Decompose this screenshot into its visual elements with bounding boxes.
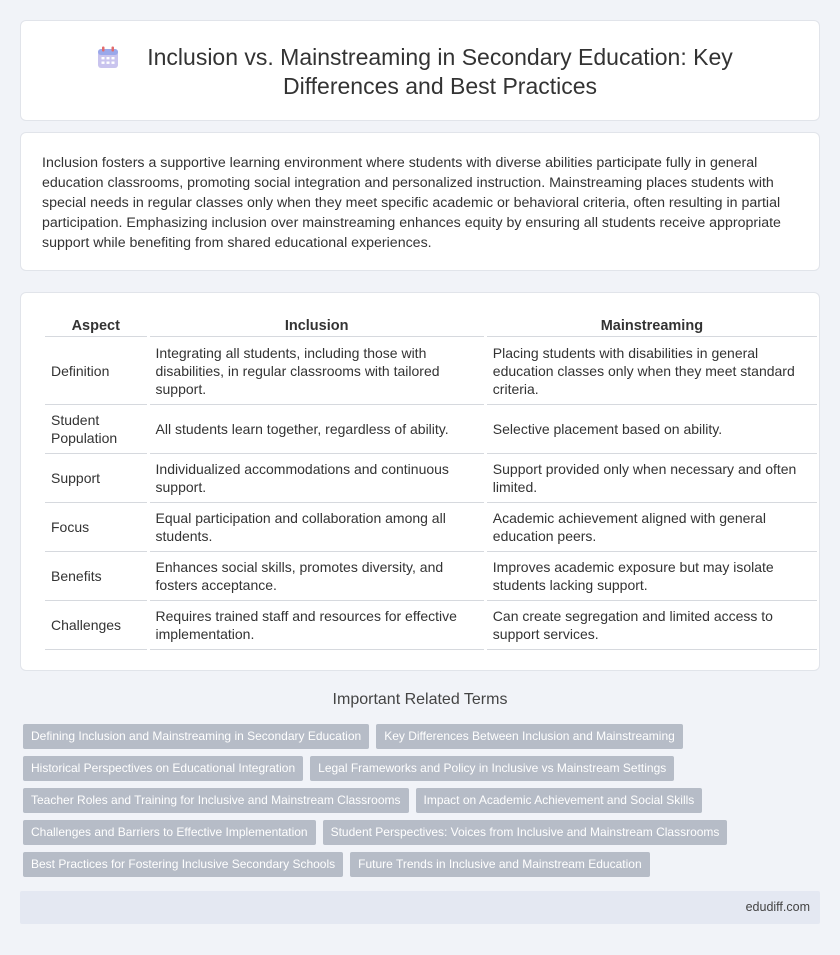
inclusion-cell: Enhances social skills, promotes diversity, and fosters acceptance. [150,552,484,601]
page-title: Inclusion vs. Mainstreaming in Secondary Education: Key Differences and Best Practices [147,44,733,99]
inclusion-cell: All students learn together, regardless of ability. [150,405,484,454]
table-row [45,405,817,454]
header-inclusion: Inclusion [150,315,484,337]
mainstreaming-cell: Placing students with disabilities in general education classes only when they meet standard criteria. [487,337,817,405]
inclusion-cell: Individualized accommodations and continuous support. [150,454,484,503]
related-term-tag[interactable]: Student Perspectives: Voices from Inclusive and Mainstream Classrooms [323,820,728,845]
related-term-tag[interactable]: Legal Frameworks and Policy in Inclusive vs Mainstream Settings [310,756,674,781]
aspect-cell: Challenges [45,601,147,650]
related-terms-heading: Important Related Terms [332,691,508,708]
table-row [45,552,817,601]
comparison-table [42,315,820,650]
related-term-tag[interactable]: Challenges and Barriers to Effective Implementation [23,820,316,845]
related-term-tag[interactable]: Key Differences Between Inclusion and Mainstreaming [376,724,683,749]
aspect-cell: Student Population [45,405,147,454]
related-term-tag[interactable]: Best Practices for Fostering Inclusive Secondary Schools [23,852,343,877]
header-aspect: Aspect [45,315,147,337]
comparison-table-card [20,292,820,671]
mainstreaming-cell: Improves academic exposure but may isolate students lacking support. [487,552,817,601]
related-terms-list [23,724,813,884]
mainstreaming-cell: Selective placement based on ability. [487,405,817,454]
site-name[interactable]: edudiff.com [745,900,810,914]
header-mainstreaming: Mainstreaming [487,315,817,337]
footer [20,891,820,924]
inclusion-cell: Integrating all students, including those with disabilities, in regular classrooms with tailored support. [150,337,484,405]
aspect-cell: Definition [45,337,147,405]
aspect-cell: Benefits [45,552,147,601]
aspect-cell: Support [45,454,147,503]
intro-card [20,132,820,271]
aspect-cell: Focus [45,503,147,552]
inclusion-cell: Requires trained staff and resources for effective implementation. [150,601,484,650]
table-row [45,601,817,650]
related-term-tag[interactable]: Impact on Academic Achievement and Social Skills [416,788,703,813]
intro-paragraph: Inclusion fosters a supportive learning environment where students with diverse abilities participate fully in general education classrooms, promoting social integration and personalized instruction. Mainstreaming places students with special needs in regular classes only when they meet specific academic or behavioral criteria, often resulting in partial participation. Emphasizing inclusion over mainstreaming enhances equity by ensuring all students receive appropriate support while benefiting from shared educational experiences. [42,155,781,251]
inclusion-cell: Equal participation and collaboration among all students. [150,503,484,552]
related-term-tag[interactable]: Future Trends in Inclusive and Mainstream Education [350,852,649,877]
mainstreaming-cell: Can create segregation and limited access to support services. [487,601,817,650]
mainstreaming-cell: Support provided only when necessary and often limited. [487,454,817,503]
related-term-tag[interactable]: Defining Inclusion and Mainstreaming in Secondary Education [23,724,369,749]
related-term-tag[interactable]: Historical Perspectives on Educational Integration [23,756,303,781]
mainstreaming-cell: Academic achievement aligned with general education peers. [487,503,817,552]
table-row [45,337,817,405]
related-term-tag[interactable]: Teacher Roles and Training for Inclusive and Mainstream Classrooms [23,788,409,813]
table-row [45,454,817,503]
title-card [20,20,820,121]
table-row [45,503,817,552]
